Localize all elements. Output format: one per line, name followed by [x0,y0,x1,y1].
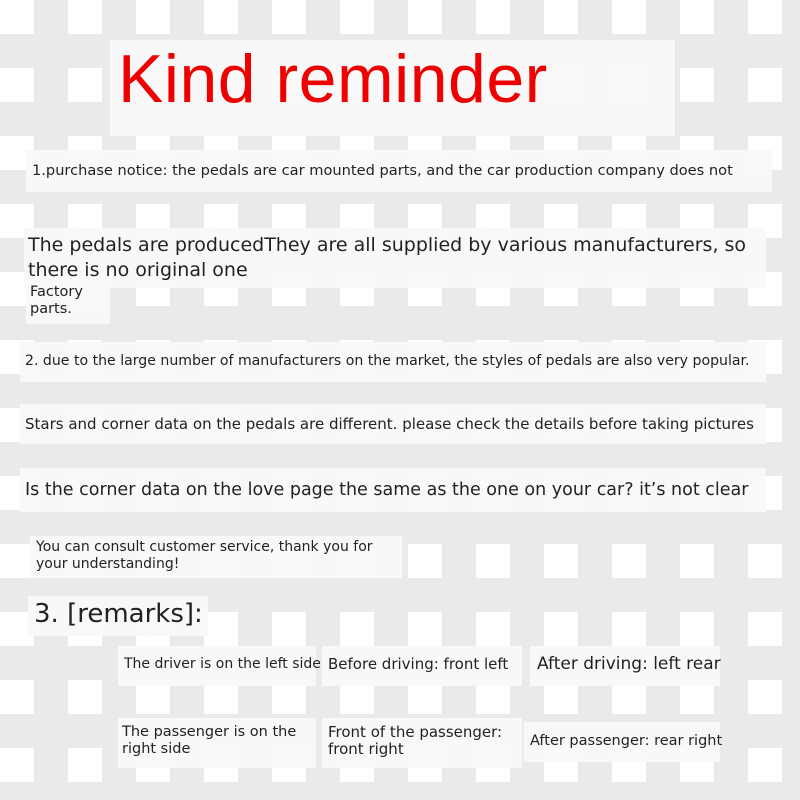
notice2-continued-text: Stars and corner data on the pedals are different. please check the details before taking pictures [25,415,754,433]
cut-off-text-strip [34,214,764,234]
question-text: Is the corner data on the love page the same as the one on your car? it’s not clear [25,480,749,500]
notice1-tail-text: Factory parts. [30,284,83,317]
consult-text: You can consult customer service, thank you for your understanding! [36,539,373,572]
remarks-heading: 3. [remarks]: [34,599,203,629]
remark-after-passenger: After passenger: rear right [530,733,723,749]
remark-after-driving: After driving: left rear [537,654,721,674]
notice1-text: 1.purchase notice: the pedals are car mounted parts, and the car production company does not [32,162,733,179]
notice1-continued-text: The pedals are producedThey are all supplied by various manufacturers, so there is no original one [28,234,747,281]
remark-before-driving: Before driving: front left [328,655,509,673]
remark-front-passenger: Front of the passenger: front right [328,723,503,758]
page-title: Kind reminder [118,41,548,117]
notice2-text: 2. due to the large number of manufacturers on the market, the styles of pedals are also very popular. [25,353,750,369]
remark-passenger-side: The passenger is on the right side [122,724,297,757]
remark-driver-side: The driver is on the left side [124,656,321,672]
